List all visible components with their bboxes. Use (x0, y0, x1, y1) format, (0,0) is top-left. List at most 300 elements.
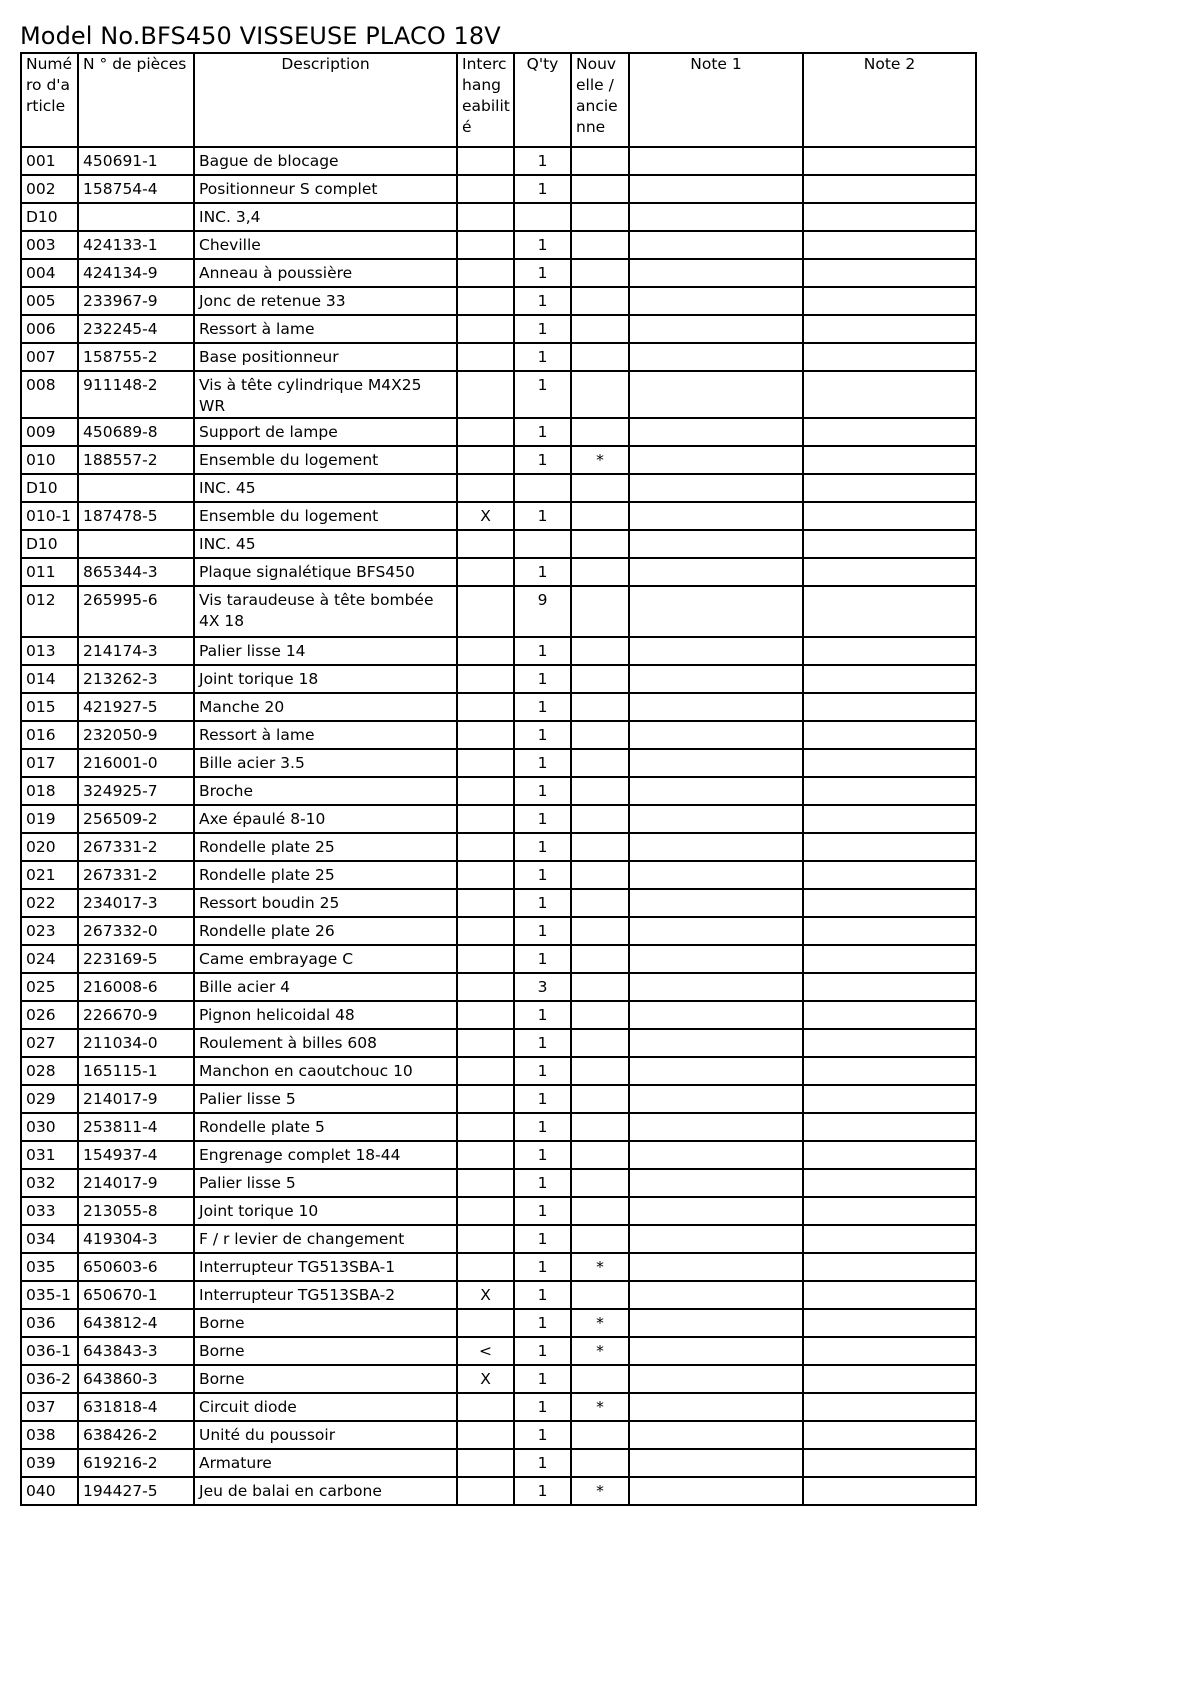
description-cell: Vis à tête cylindrique M4X25 WR (194, 371, 457, 418)
new-old-cell (571, 1169, 629, 1197)
table-row (21, 586, 976, 637)
table-row (21, 1057, 976, 1085)
table-row (21, 203, 976, 231)
quantity-cell: 1 (514, 833, 571, 861)
interchangeability-cell (457, 315, 514, 343)
item-number-cell: 019 (21, 805, 78, 833)
part-number-cell: 643843-3 (78, 1337, 194, 1365)
new-old-cell (571, 1085, 629, 1113)
note-1-cell (629, 1449, 803, 1477)
interchangeability-cell (457, 637, 514, 665)
interchangeability-cell (457, 287, 514, 315)
interchangeability-cell (457, 721, 514, 749)
interchangeability-cell (457, 147, 514, 175)
note-1-cell (629, 502, 803, 530)
quantity-cell: 1 (514, 917, 571, 945)
table-row (21, 917, 976, 945)
header-quantity: Q'ty (514, 53, 571, 147)
interchangeability-cell (457, 175, 514, 203)
new-old-cell (571, 287, 629, 315)
table-row (21, 1113, 976, 1141)
note-2-cell (803, 231, 976, 259)
note-1-cell (629, 805, 803, 833)
interchangeability-cell (457, 973, 514, 1001)
part-number-cell: 253811-4 (78, 1113, 194, 1141)
new-old-cell: * (571, 1393, 629, 1421)
note-2-cell (803, 343, 976, 371)
quantity-cell: 1 (514, 805, 571, 833)
description-cell: Base positionneur (194, 343, 457, 371)
table-row (21, 1337, 976, 1365)
table-row (21, 973, 976, 1001)
table-row (21, 175, 976, 203)
new-old-cell (571, 637, 629, 665)
new-old-cell (571, 175, 629, 203)
description-cell: Palier lisse 14 (194, 637, 457, 665)
part-number-cell: 223169-5 (78, 945, 194, 973)
note-2-cell (803, 474, 976, 502)
new-old-cell (571, 343, 629, 371)
quantity-cell: 1 (514, 1365, 571, 1393)
new-old-cell (571, 1141, 629, 1169)
interchangeability-cell (457, 917, 514, 945)
table-row (21, 1365, 976, 1393)
item-number-cell: 036-2 (21, 1365, 78, 1393)
part-number-cell: 154937-4 (78, 1141, 194, 1169)
interchangeability-cell (457, 1141, 514, 1169)
note-2-cell (803, 259, 976, 287)
description-cell: Ressort boudin 25 (194, 889, 457, 917)
note-2-cell (803, 1141, 976, 1169)
part-number-cell: 421927-5 (78, 693, 194, 721)
note-2-cell (803, 1169, 976, 1197)
new-old-cell (571, 502, 629, 530)
description-cell: Roulement à billes 608 (194, 1029, 457, 1057)
quantity-cell: 3 (514, 973, 571, 1001)
interchangeability-cell (457, 833, 514, 861)
note-1-cell (629, 259, 803, 287)
new-old-cell (571, 973, 629, 1001)
table-row (21, 231, 976, 259)
part-number-cell: 214174-3 (78, 637, 194, 665)
quantity-cell: 1 (514, 315, 571, 343)
item-number-cell: 010 (21, 446, 78, 474)
header-description: Description (194, 53, 457, 147)
item-number-cell: 010-1 (21, 502, 78, 530)
interchangeability-cell (457, 203, 514, 231)
interchangeability-cell: X (457, 1281, 514, 1309)
description-cell: Interrupteur TG513SBA-2 (194, 1281, 457, 1309)
quantity-cell: 1 (514, 343, 571, 371)
note-1-cell (629, 315, 803, 343)
new-old-cell (571, 1281, 629, 1309)
quantity-cell: 1 (514, 1337, 571, 1365)
table-row (21, 446, 976, 474)
interchangeability-cell (457, 371, 514, 418)
new-old-cell (571, 861, 629, 889)
quantity-cell: 1 (514, 721, 571, 749)
quantity-cell: 1 (514, 1225, 571, 1253)
quantity-cell: 1 (514, 1253, 571, 1281)
table-row (21, 1169, 976, 1197)
table-row (21, 1225, 976, 1253)
part-number-cell: 450691-1 (78, 147, 194, 175)
new-old-cell (571, 1225, 629, 1253)
quantity-cell: 1 (514, 1029, 571, 1057)
part-number-cell (78, 530, 194, 558)
note-1-cell (629, 1029, 803, 1057)
item-number-cell: 031 (21, 1141, 78, 1169)
table-row (21, 833, 976, 861)
item-number-cell: 009 (21, 418, 78, 446)
note-2-cell (803, 175, 976, 203)
note-2-cell (803, 530, 976, 558)
interchangeability-cell (457, 749, 514, 777)
description-cell: Armature (194, 1449, 457, 1477)
new-old-cell: * (571, 446, 629, 474)
note-1-cell (629, 945, 803, 973)
interchangeability-cell (457, 665, 514, 693)
description-cell: Axe épaulé 8-10 (194, 805, 457, 833)
note-2-cell (803, 1197, 976, 1225)
note-1-cell (629, 721, 803, 749)
part-number-cell (78, 203, 194, 231)
item-number-cell: 012 (21, 586, 78, 637)
part-number-cell: 267331-2 (78, 861, 194, 889)
part-number-cell: 911148-2 (78, 371, 194, 418)
new-old-cell (571, 231, 629, 259)
table-row (21, 418, 976, 446)
table-row (21, 343, 976, 371)
note-2-cell (803, 1365, 976, 1393)
interchangeability-cell (457, 530, 514, 558)
interchangeability-cell (457, 1001, 514, 1029)
note-1-cell (629, 665, 803, 693)
item-number-cell: 028 (21, 1057, 78, 1085)
note-1-cell (629, 203, 803, 231)
new-old-cell (571, 833, 629, 861)
note-1-cell (629, 446, 803, 474)
quantity-cell: 1 (514, 665, 571, 693)
note-1-cell (629, 1141, 803, 1169)
note-1-cell (629, 1253, 803, 1281)
item-number-cell: 039 (21, 1449, 78, 1477)
document-title: Model No.BFS450 VISSEUSE PLACO 18V (20, 22, 501, 50)
interchangeability-cell (457, 558, 514, 586)
part-number-cell: 643860-3 (78, 1365, 194, 1393)
note-1-cell (629, 1281, 803, 1309)
item-number-cell: 030 (21, 1113, 78, 1141)
part-number-cell: 267332-0 (78, 917, 194, 945)
item-number-cell: 036 (21, 1309, 78, 1337)
item-number-cell: 002 (21, 175, 78, 203)
header-interchangeability: Interc hang eabilit é (457, 53, 514, 147)
part-number-cell: 650670-1 (78, 1281, 194, 1309)
interchangeability-cell (457, 586, 514, 637)
part-number-cell: 187478-5 (78, 502, 194, 530)
quantity-cell: 1 (514, 945, 571, 973)
description-cell: Ensemble du logement (194, 446, 457, 474)
note-1-cell (629, 749, 803, 777)
note-2-cell (803, 1393, 976, 1421)
quantity-cell: 1 (514, 1113, 571, 1141)
quantity-cell: 1 (514, 147, 571, 175)
table-row (21, 558, 976, 586)
part-number-cell: 265995-6 (78, 586, 194, 637)
table-row (21, 315, 976, 343)
new-old-cell (571, 474, 629, 502)
note-2-cell (803, 418, 976, 446)
note-1-cell (629, 637, 803, 665)
description-cell: Unité du poussoir (194, 1421, 457, 1449)
new-old-cell (571, 1113, 629, 1141)
table-row (21, 259, 976, 287)
description-cell: Bague de blocage (194, 147, 457, 175)
note-2-cell (803, 287, 976, 315)
note-2-cell (803, 203, 976, 231)
part-number-cell: 631818-4 (78, 1393, 194, 1421)
table-row (21, 1085, 976, 1113)
quantity-cell: 1 (514, 749, 571, 777)
quantity-cell: 1 (514, 1085, 571, 1113)
interchangeability-cell (457, 1421, 514, 1449)
part-number-cell: 424133-1 (78, 231, 194, 259)
table-row (21, 474, 976, 502)
note-1-cell (629, 231, 803, 259)
note-1-cell (629, 1169, 803, 1197)
quantity-cell: 1 (514, 1197, 571, 1225)
part-number-cell (78, 474, 194, 502)
new-old-cell (571, 1057, 629, 1085)
note-1-cell (629, 586, 803, 637)
note-2-cell (803, 1449, 976, 1477)
description-cell: Rondelle plate 25 (194, 861, 457, 889)
note-1-cell (629, 861, 803, 889)
new-old-cell (571, 945, 629, 973)
description-cell: INC. 3,4 (194, 203, 457, 231)
note-2-cell (803, 973, 976, 1001)
note-2-cell (803, 371, 976, 418)
part-number-cell: 216008-6 (78, 973, 194, 1001)
note-1-cell (629, 833, 803, 861)
header-part-number: N ° de pièces (78, 53, 194, 147)
table-row (21, 371, 976, 418)
table-row (21, 1001, 976, 1029)
item-number-cell: 037 (21, 1393, 78, 1421)
table-row (21, 945, 976, 973)
note-2-cell (803, 446, 976, 474)
table-row (21, 749, 976, 777)
new-old-cell (571, 1365, 629, 1393)
item-number-cell: 013 (21, 637, 78, 665)
quantity-cell: 1 (514, 1281, 571, 1309)
table-row (21, 1309, 976, 1337)
part-number-cell: 865344-3 (78, 558, 194, 586)
table-row (21, 502, 976, 530)
interchangeability-cell: < (457, 1337, 514, 1365)
new-old-cell: * (571, 1337, 629, 1365)
quantity-cell: 1 (514, 231, 571, 259)
interchangeability-cell (457, 693, 514, 721)
description-cell: Borne (194, 1309, 457, 1337)
new-old-cell (571, 889, 629, 917)
note-2-cell (803, 693, 976, 721)
note-1-cell (629, 175, 803, 203)
description-cell: Broche (194, 777, 457, 805)
note-1-cell (629, 889, 803, 917)
note-1-cell (629, 917, 803, 945)
description-cell: Jeu de balai en carbone (194, 1477, 457, 1505)
note-1-cell (629, 1001, 803, 1029)
part-number-cell: 211034-0 (78, 1029, 194, 1057)
interchangeability-cell (457, 1393, 514, 1421)
note-2-cell (803, 805, 976, 833)
note-1-cell (629, 1337, 803, 1365)
quantity-cell: 1 (514, 693, 571, 721)
description-cell: Ensemble du logement (194, 502, 457, 530)
note-2-cell (803, 637, 976, 665)
quantity-cell: 1 (514, 889, 571, 917)
part-number-cell: 233967-9 (78, 287, 194, 315)
new-old-cell (571, 917, 629, 945)
quantity-cell: 1 (514, 1141, 571, 1169)
item-number-cell: 027 (21, 1029, 78, 1057)
part-number-cell: 194427-5 (78, 1477, 194, 1505)
item-number-cell: 036-1 (21, 1337, 78, 1365)
interchangeability-cell (457, 1309, 514, 1337)
table-row (21, 889, 976, 917)
interchangeability-cell (457, 1225, 514, 1253)
part-number-cell: 643812-4 (78, 1309, 194, 1337)
new-old-cell (571, 558, 629, 586)
note-1-cell (629, 371, 803, 418)
note-2-cell (803, 917, 976, 945)
new-old-cell (571, 777, 629, 805)
new-old-cell (571, 147, 629, 175)
part-number-cell: 213262-3 (78, 665, 194, 693)
table-row (21, 530, 976, 558)
table-row (21, 1141, 976, 1169)
new-old-cell (571, 259, 629, 287)
interchangeability-cell: X (457, 502, 514, 530)
part-number-cell: 232050-9 (78, 721, 194, 749)
item-number-cell: 008 (21, 371, 78, 418)
description-cell: Rondelle plate 26 (194, 917, 457, 945)
part-number-cell: 450689-8 (78, 418, 194, 446)
interchangeability-cell (457, 945, 514, 973)
note-2-cell (803, 1057, 976, 1085)
item-number-cell: 035 (21, 1253, 78, 1281)
new-old-cell (571, 315, 629, 343)
new-old-cell (571, 1029, 629, 1057)
item-number-cell: D10 (21, 474, 78, 502)
item-number-cell: 017 (21, 749, 78, 777)
interchangeability-cell (457, 1057, 514, 1085)
table-row (21, 147, 976, 175)
note-2-cell (803, 1253, 976, 1281)
note-1-cell (629, 693, 803, 721)
description-cell: Anneau à poussière (194, 259, 457, 287)
item-number-cell: 007 (21, 343, 78, 371)
note-2-cell (803, 749, 976, 777)
note-2-cell (803, 1085, 976, 1113)
note-2-cell (803, 777, 976, 805)
item-number-cell: 035-1 (21, 1281, 78, 1309)
note-1-cell (629, 1365, 803, 1393)
quantity-cell: 1 (514, 259, 571, 287)
quantity-cell: 1 (514, 1449, 571, 1477)
description-cell: Bille acier 3.5 (194, 749, 457, 777)
table-row (21, 665, 976, 693)
interchangeability-cell (457, 1085, 514, 1113)
description-cell: Pignon helicoidal 48 (194, 1001, 457, 1029)
table-row (21, 1393, 976, 1421)
note-1-cell (629, 1057, 803, 1085)
note-1-cell (629, 558, 803, 586)
description-cell: Manchon en caoutchouc 10 (194, 1057, 457, 1085)
description-cell: Manche 20 (194, 693, 457, 721)
item-number-cell: 025 (21, 973, 78, 1001)
part-number-cell: 158755-2 (78, 343, 194, 371)
item-number-cell: 004 (21, 259, 78, 287)
description-cell: Cheville (194, 231, 457, 259)
interchangeability-cell (457, 861, 514, 889)
new-old-cell (571, 1449, 629, 1477)
new-old-cell (571, 203, 629, 231)
description-cell: Plaque signalétique BFS450 (194, 558, 457, 586)
header-new-old: Nouv elle / ancie nne (571, 53, 629, 147)
interchangeability-cell (457, 231, 514, 259)
part-number-cell: 267331-2 (78, 833, 194, 861)
description-cell: Interrupteur TG513SBA-1 (194, 1253, 457, 1281)
quantity-cell (514, 203, 571, 231)
note-2-cell (803, 665, 976, 693)
new-old-cell (571, 721, 629, 749)
note-1-cell (629, 973, 803, 1001)
item-number-cell: 023 (21, 917, 78, 945)
item-number-cell: 015 (21, 693, 78, 721)
quantity-cell: 1 (514, 1001, 571, 1029)
interchangeability-cell (457, 418, 514, 446)
note-2-cell (803, 502, 976, 530)
interchangeability-cell (457, 474, 514, 502)
note-1-cell (629, 777, 803, 805)
note-1-cell (629, 1309, 803, 1337)
quantity-cell: 1 (514, 1477, 571, 1505)
quantity-cell: 1 (514, 175, 571, 203)
note-1-cell (629, 1225, 803, 1253)
item-number-cell: 020 (21, 833, 78, 861)
header-note-2: Note 2 (803, 53, 976, 147)
description-cell: Borne (194, 1365, 457, 1393)
item-number-cell: D10 (21, 530, 78, 558)
part-number-cell: 216001-0 (78, 749, 194, 777)
table-row (21, 1421, 976, 1449)
note-1-cell (629, 147, 803, 175)
item-number-cell: 034 (21, 1225, 78, 1253)
item-number-cell: 005 (21, 287, 78, 315)
new-old-cell: * (571, 1477, 629, 1505)
note-2-cell (803, 945, 976, 973)
header-row (21, 53, 976, 147)
table-row (21, 1253, 976, 1281)
table-row (21, 637, 976, 665)
description-cell: Positionneur S complet (194, 175, 457, 203)
new-old-cell: * (571, 1253, 629, 1281)
item-number-cell: 040 (21, 1477, 78, 1505)
new-old-cell (571, 586, 629, 637)
table-row (21, 1449, 976, 1477)
